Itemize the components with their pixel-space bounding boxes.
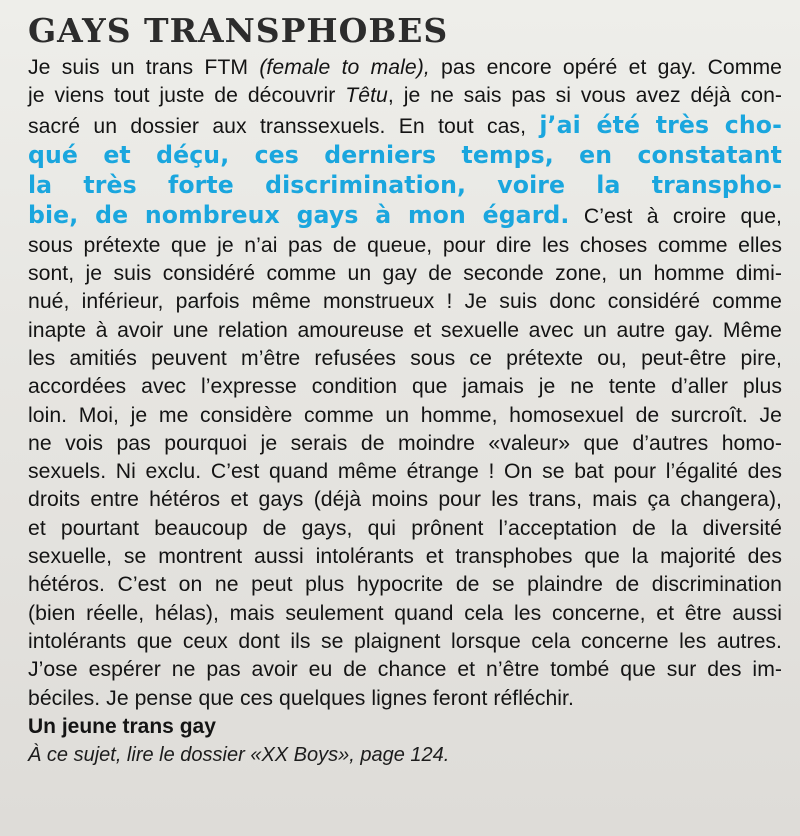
body-text-segment: hétéros. C’est on ne peut plus hypocrite de se plaindre de discrimination <box>28 573 782 597</box>
body-line <box>28 656 782 684</box>
highlighted-text: la très forte discrimination, voire la transpho- <box>28 171 782 200</box>
body-text-segment: intolérants que ceux dont ils se plaignent lorsque cela concerne les autres. <box>28 629 782 653</box>
body-line <box>28 232 782 260</box>
body-text-segment: sacré un dossier aux transsexuels. En tout cas, <box>28 114 540 138</box>
letter-headline: GAYS TRANSPHOBES <box>28 11 449 50</box>
body-text-segment: je viens tout juste de découvrir <box>28 84 346 108</box>
body-text-segment: accordées avec l’expresse condition que jamais je ne tente d’aller plus <box>28 375 782 399</box>
body-text-segment: loin. Moi, je me considère comme un homme, homosexuel de surcroît. Je <box>28 403 782 427</box>
body-text-segment: (bien réelle, hélas), mais seulement quand cela les concerne, et être aussi <box>28 601 782 625</box>
body-line <box>28 430 782 458</box>
body-line <box>28 317 782 345</box>
italic-text: (female to male), <box>259 56 430 79</box>
body-text-segment: ne vois pas pourquoi je serais de moindre «valeur» que d’autres homo- <box>28 431 782 455</box>
body-line <box>28 260 782 288</box>
highlighted-text: bie, de nombreux gays à mon égard. <box>28 201 570 230</box>
body-line <box>28 288 782 316</box>
body-line <box>28 571 782 599</box>
body-line <box>28 82 782 110</box>
body-line <box>28 486 782 514</box>
editor-note: À ce sujet, lire le dossier «XX Boys», page 124. <box>28 743 450 766</box>
body-line <box>28 201 782 231</box>
body-text-segment: J’ose espérer ne pas avoir eu de chance et n’être tombé que sur des im- <box>28 658 782 682</box>
body-line <box>28 600 782 628</box>
body-line <box>28 515 782 543</box>
body-text-segment: sous prétexte que je n’ai pas de queue, pour dire les choses comme elles <box>28 233 782 257</box>
body-text-segment: Je suis un trans FTM <box>28 56 260 79</box>
body-line <box>28 628 782 656</box>
body-text-segment: , je ne sais pas si vous avez déjà con- <box>387 84 783 108</box>
body-line <box>28 171 782 201</box>
body-text-segment: et pourtant beaucoup de gays, qui prônent l’acceptation de la diversité <box>28 516 782 540</box>
body-text-segment: les amitiés peuvent m’être refusées sous ce prétexte ou, peut-être pire, <box>28 346 782 370</box>
body-text-segment: sexuelle, se montrent aussi intolérants et transphobes que la majorité des <box>28 545 782 569</box>
body-text-segment: C’est à croire que, <box>569 205 782 229</box>
body-line <box>28 54 782 82</box>
body-line <box>28 402 782 430</box>
body-text-segment: pas encore opéré et gay. Comme <box>429 56 782 79</box>
body-text-segment: droits entre hétéros et gays (déjà moins pour les trans, mais ça changera), <box>28 488 782 512</box>
body-line <box>28 373 782 401</box>
letter-signature: Un jeune trans gay <box>28 714 216 738</box>
italic-text: Têtu <box>345 84 388 108</box>
letter-body <box>28 54 782 713</box>
body-text-segment: nué, inférieur, parfois même monstrueux ! Je suis donc considéré comme <box>28 290 782 314</box>
body-line <box>28 111 782 141</box>
body-line <box>28 543 782 571</box>
body-line <box>28 345 782 373</box>
body-text-segment: béciles. Je pense que ces quelques lignes feront réfléchir. <box>28 686 574 710</box>
highlighted-text: j’ai été très cho- <box>539 110 782 139</box>
body-line <box>28 685 782 713</box>
body-line <box>28 141 782 171</box>
body-text-segment: inapte à avoir une relation amoureuse et sexuelle avec un autre gay. Même <box>28 318 782 342</box>
highlighted-text: qué et déçu, ces derniers temps, en constatant <box>28 140 782 169</box>
body-text-segment: sexuels. Ni exclu. C’est quand même étrange ! On se bat pour l’égalité des <box>28 460 782 484</box>
body-line <box>28 458 782 486</box>
body-text-segment: sont, je suis considéré comme un gay de seconde zone, un homme dimi- <box>28 262 782 286</box>
